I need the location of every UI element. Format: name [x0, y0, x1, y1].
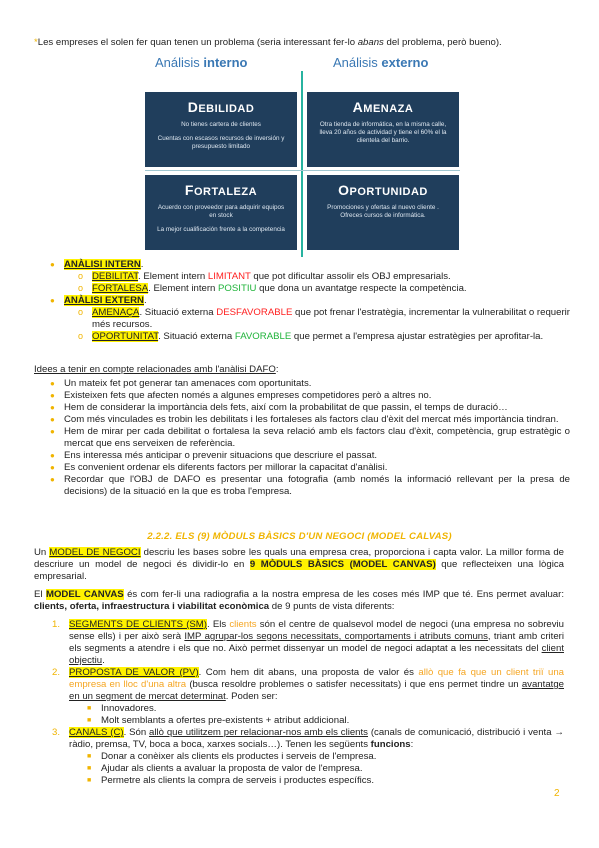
strength-line: La mejor cualificación frente a la competencia: [157, 226, 285, 233]
list-item: 3. CANALS (C). Són allò que utilitzem per relacionar-nos amb els clients (canals de comunicació, distribució i venta → ràdio, premsa, TV, boca a boca, xarxes socials…). Tenen les següents funcions: ■ Donar a conèixer als clients els productes i serveis de l'empresa. ■ Ajudar als clients a avaluar la proposta de valor de l'empresa. ■ Permetre als clients la compra de serveis i productes específics.: [34, 727, 564, 787]
page-number: 2: [554, 788, 560, 799]
swot-opportunity-box: OPORTUNIDAD Promociones y ofertas al nuevo cliente . Ofreces cursos de informática.: [307, 175, 459, 250]
list-item: ● Hem de considerar la importància dels fets, així com la probabilitat de que passin, el temps de duració…: [50, 402, 570, 414]
model-paragraph-2: El MODEL CANVAS és com fer-li una radiografia a la nostra empresa de les coses més IMP que té. Ens permet avaluar: clients, oferta, infraestructura i viabilitat econòmica de 9 punts de vista diferents:: [34, 589, 565, 612]
list-item: ■ Donar a conèixer als clients els productes i serveis de l'empresa.: [87, 751, 564, 763]
list-item: ■ Ajudar als clients a avaluar la proposta de valor de l'empresa.: [87, 763, 564, 775]
note-text-end: del problema, però bueno).: [383, 37, 502, 48]
asterisk-mark: *: [34, 37, 38, 48]
list-item: ● Un mateix fet pot generar tan amenaces com oportunitats.: [50, 378, 570, 390]
list-item: ● Hem de mirar per cada debilitat o fortalesa la seva relació amb els factors clau d'èxit, competència, grup estratègic o mercat que ens serveixen de referència.: [50, 426, 570, 450]
list-item: ● Es convenient ordenar els diferents factors per millorar la capacitat d'anàlisi.: [50, 462, 570, 474]
swot-strength-box: FORTALEZA Acuerdo con proveedor para adquirir equipos en stock La mejor cualificación frente a la competencia: [145, 175, 297, 250]
swot-weakness-box: DEBILIDAD No tienes cartera de clientes Cuentas con escasos recursos de inversión y presupuesto limitado: [145, 92, 297, 167]
list-item: ● Recordar que l'OBJ de DAFO es presentar una fotografia (amb només la informació rellevant per la presa de decisions) de la situació en la que es troba l'empresa.: [50, 474, 570, 498]
list-item: 2. PROPOSTA DE VALOR (PV). Com hem dit abans, una proposta de valor és allò que fa que un client triï una empresa en lloc d'una altra (busca resoldre problemes o satisfer necessitats) i que ens permet tindre un avantatge en un segment de mercat determinat. Poden ser: ■ Innovadores. ■ Molt semblants a ofertes pre-existents + atribut addicional.: [34, 667, 564, 727]
list-item: o FORTALESA. Element intern POSITIU que dona un avantatge respecte la competència.: [76, 283, 570, 295]
list-item: o DEBILITAT. Element intern LIMITANT que pot dificultar assolir els OBJ empresarials.: [76, 271, 570, 283]
model-paragraph-1: Un MODEL DE NEGOCI descriu les bases sobre les quals una empresa crea, proporciona i capta valor. La millor forma de descriure un model de negoci és dividir-lo en 9 MÒDULS BÀSICS (MODEL CANVAS) que reflecteixen una lògica empresarial.: [34, 547, 564, 582]
list-item: o AMENAÇA. Situació externa DESFAVORABLE que pot frenar l'estratègia, incrementar la vulnerabilitat o requerir més recursos.: [76, 307, 570, 331]
weakness-line: No tienes cartera de clientes: [181, 121, 261, 128]
ideas-heading: Idees a tenir en compte relacionades amb l'anàlisi DAFO:: [34, 364, 279, 375]
weakness-line: Cuentas con escasos recursos de inversión y presupuesto limitado: [157, 135, 285, 150]
threat-line: Otra tienda de informática, en la misma calle, lleva 20 años de actividad y tiene el 60% el la clientela del barrio.: [319, 121, 447, 144]
external-analysis-heading: Análisis externo: [333, 55, 429, 70]
opportunity-line: Promociones y ofertas al nuevo cliente .: [327, 204, 439, 211]
analysis-list: [50, 259, 570, 343]
list-item: ■ Innovadores.: [87, 703, 564, 715]
list-item: ■ Molt semblants a ofertes pre-existents + atribut addicional.: [87, 715, 564, 727]
list-item: ● Existeixen fets que afecten només a algunes empreses competidores però a altres no.: [50, 390, 570, 402]
swot-vertical-divider: [301, 71, 303, 257]
list-item: 1. SEGMENTS DE CLIENTS (SM). Els clients són el centre de qualsevol model de negoci (una empresa no sobreviu sense ells) i per això serà IMP agrupar-los segons necessitats, comportaments i atributs comuns, triant amb criteri els segments a atendre i els que no. Això permet dissenyar un model de negoci adaptat a les necessitats del client objectiu.: [52, 619, 565, 666]
ideas-list: [50, 378, 570, 498]
list-item: ■ Permetre als clients la compra de serveis i productes específics.: [87, 775, 564, 787]
list-item: ● Ens interessa més anticipar o prevenir situacions que descriure el passat.: [50, 450, 570, 462]
swot-threat-box: AMENAZA Otra tienda de informática, en la misma calle, lleva 20 años de actividad y tiene el 60% el la clientela del barrio.: [307, 92, 459, 167]
swot-horizontal-divider: [145, 170, 460, 171]
note-text: Les empreses el solen fer quan tenen un problema (seria interessant fer-lo: [37, 37, 358, 48]
swot-figure: [145, 55, 455, 253]
list-item: ● Com més vinculades es trobin les debilitats i les fortaleses als factors clau d'èxit del mercat més importància tindran.: [50, 414, 570, 426]
strength-line: Acuerdo con proveedor para adquirir equipos en stock: [157, 204, 285, 219]
note-emphasis: abans: [357, 37, 384, 48]
opportunity-line: Ofreces cursos de informática.: [340, 212, 426, 219]
list-item: ● ANÀLISI INTERN. o DEBILITAT. Element intern LIMITANT que pot dificultar assolir els OBJ empresarials. o FORTALESA. Element intern POSITIU que dona un avantatge respecte la competència.: [50, 259, 570, 295]
section-title: 2.2.2. ELS (9) MÒDULS BÀSICS D'UN NEGOCI (MODEL CALVAS): [147, 531, 452, 542]
list-item: o OPORTUNITAT. Situació externa FAVORABLE que permet a l'empresa ajustar estratègies per aprofitar-la.: [76, 331, 570, 343]
modules-list: [34, 619, 564, 787]
list-item: ● ANÀLISI EXTERN. o AMENAÇA. Situació externa DESFAVORABLE que pot frenar l'estratègia, incrementar la vulnerabilitat o requerir més recursos. o OPORTUNITAT. Situació externa FAVORABLE que permet a l'empresa ajustar estratègies per aprofitar-la.: [50, 295, 570, 343]
intro-note: [34, 37, 574, 49]
internal-analysis-heading: Análisis interno: [155, 55, 248, 70]
